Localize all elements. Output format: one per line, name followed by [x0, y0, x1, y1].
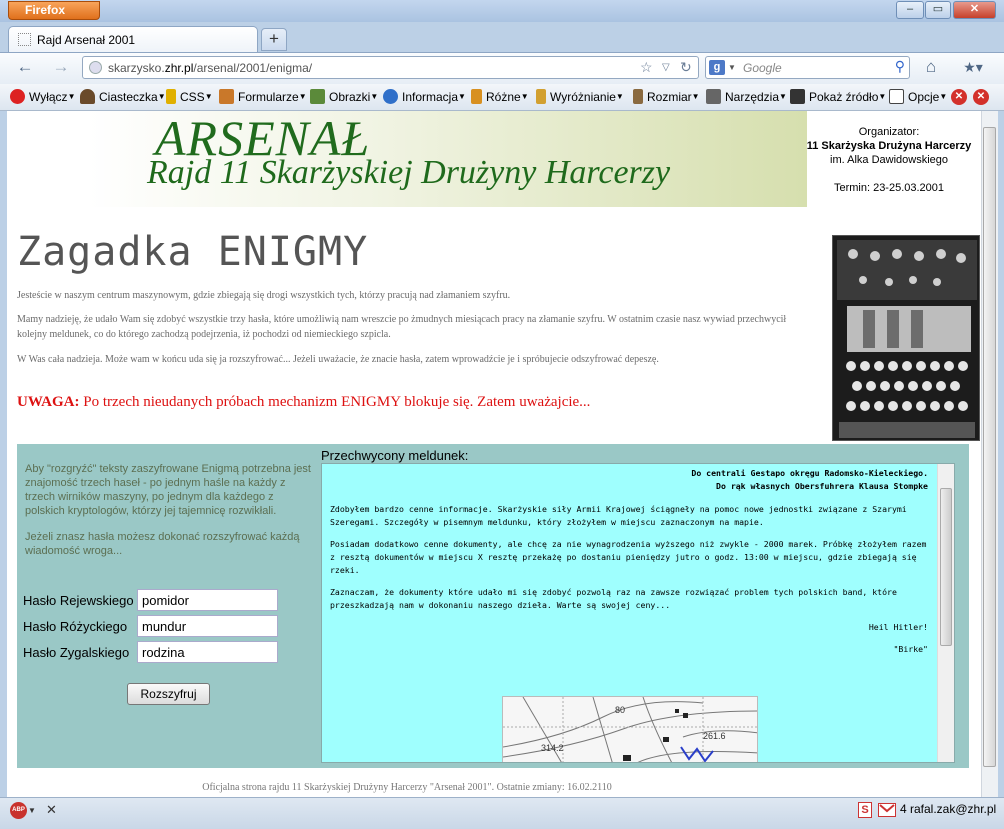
toolbar-item-disable[interactable]: Wyłącz▼ [10, 88, 75, 106]
css-pencil-icon [166, 89, 176, 104]
decrypt-panel [17, 444, 969, 768]
page-footer: Oficjalna strona rajdu 11 Skarżyskiej Drużyny Harcerzy "Arsenał 2001". Ostatnie zmiany: 16.02.2110 [202, 782, 612, 793]
search-icon[interactable]: ⚲ [894, 58, 905, 74]
message-signature: "Birke" [893, 644, 928, 654]
warning-text: UWAGA: Po trzech nieudanych próbach mechanizm ENIGMY blokuje się. Zatem uważajcie... [17, 394, 591, 410]
bookmarks-menu-icon[interactable]: ★▾ [963, 59, 983, 75]
sync-icon[interactable]: S [858, 802, 872, 818]
message-paragraph-1: Zdobyłem bardzo cenne informacje. Skarżyskie siły Armii Krajowej ściągneły na pomoc nowe jednostki związane z Szarymi Szeregami. Szczegóły w pisemnym meldunku, który złożyłem w miejscu zaznaczonym na mapie. [330, 504, 907, 527]
mail-notification[interactable]: 4 rafal.zak@zhr.pl [900, 802, 997, 816]
message-scrollbar-thumb[interactable] [940, 488, 952, 646]
globe-icon [89, 61, 102, 74]
image-icon [310, 89, 325, 104]
banner-subtitle: Rajd 11 Skarżyskiej Drużyny Harcerzy [147, 154, 671, 191]
error-icon[interactable]: ✕ [951, 89, 967, 105]
zygalski-password-input[interactable] [137, 641, 278, 663]
organizer-label: Organizator: [858, 126, 920, 138]
story-paragraph: Mamy nadzieję, że udało Wam się zdobyć wszystkie trzy hasła, które umożliwią nam wreszcie po żmudnych miesiącach pracy na złamanie szyfru. W ostatnim czasie nasz wywiad przechwycił kolejny meldunek, co do którego zachodzą podejrzenia, iż pochodzi od niemieckiego szpicla. [17, 314, 787, 340]
organizer-patron: im. Alka Dawidowskiego [830, 154, 948, 166]
map-label-80: 80 [615, 705, 626, 715]
toolbar-item-forms[interactable]: Formularze▼ [219, 88, 307, 106]
page-icon [18, 33, 31, 46]
toolbar-item-options[interactable]: Opcje▼ [889, 88, 947, 106]
map-label-elevation-2: 261.6 [703, 731, 726, 741]
tab-title: Rajd Arsenał 2001 [37, 33, 136, 47]
chevron-down-icon[interactable]: ▼ [728, 63, 736, 72]
highlighter-icon [536, 89, 546, 104]
enigma-machine-image [832, 235, 980, 441]
label-zygalski: Hasło Zygalskiego [23, 645, 130, 660]
search-placeholder: Google [743, 61, 782, 75]
toolbar-item-cookies[interactable]: Ciasteczka▼ [80, 88, 166, 106]
reload-icon[interactable]: ↻ [680, 59, 692, 75]
back-arrow-icon[interactable]: ← [16, 57, 34, 76]
panel-hint: Jeżeli znasz hasła możesz dokonać rozszyfrować każdą wiadomość wroga... [25, 531, 300, 557]
tab-rajd-arsenal[interactable] [8, 26, 258, 53]
search-bar[interactable] [705, 56, 910, 79]
message-paragraph-3: Zaznaczam, że dokumenty które udało mi się zdobyć pozwolą raz na zawsze rozwiązać problem tych polskich band, które przeszkadzają nam w dokonaniu naszego dzieła. Warte są swojej ceny... [330, 587, 897, 610]
message-paragraph-2: Posiadam dodatkowo cenne dokumenty, ale chcę za nie wynagrodzenia wyższego niż zwykle - 2000 marek. Próbkę złożyłem razem z resztą dokumentów w miejscu X resztę przekażę po dostaniu pieniędzy jutro o godz. 13:00 w miejscu, gdzie zbiegają się rzeki. [330, 539, 927, 575]
toolbar-item-information[interactable]: Informacja▼ [383, 88, 466, 106]
message-label: Przechwycony meldunek: [321, 448, 469, 463]
toolbar-item-misc[interactable]: Różne▼ [471, 88, 529, 106]
options-icon [889, 89, 904, 104]
intercepted-message[interactable] [321, 463, 955, 763]
address-bar[interactable] [82, 56, 699, 79]
forward-arrow-icon[interactable]: → [52, 57, 70, 76]
disable-icon [10, 89, 25, 104]
close-window-button[interactable]: ✕ [953, 1, 996, 19]
clipboard-icon [219, 89, 234, 104]
message-header-2: Do rąk własnych Obersfuhrera Klausa Stompke [716, 481, 928, 491]
event-term: Termin: 23-25.03.2001 [833, 182, 945, 194]
label-rozycki: Hasło Różyckiego [23, 619, 128, 634]
rozycki-password-input[interactable] [137, 615, 278, 637]
intro-paragraph: Jesteście w naszym centrum maszynowym, gdzie zbiegają się drogi wszystkich tych, którzy pracują nad złamaniem szyfru. [17, 290, 511, 301]
ruler-icon [633, 89, 643, 104]
page-content [7, 111, 981, 797]
map-image [502, 696, 758, 763]
toolbar-item-images[interactable]: Obrazki▼ [310, 88, 378, 106]
page-scrollbar-thumb[interactable] [983, 127, 996, 767]
close-toolbar-icon[interactable]: ✕ [973, 89, 989, 105]
organizer-name: 11 Skarżyska Drużyna Harcerzy [806, 140, 972, 152]
history-dropdown-icon[interactable]: ▽ [662, 62, 670, 73]
toolbar-item-css[interactable]: CSS▼ [166, 88, 213, 106]
toolbar-item-outline[interactable]: Wyróżnianie▼ [536, 88, 624, 106]
bookmark-star-icon[interactable]: ☆ [640, 59, 653, 75]
firefox-menu-button[interactable]: Firefox [8, 1, 100, 20]
minimize-button[interactable]: – [896, 1, 924, 19]
hope-paragraph: W Was cała nadzieja. Może wam w końcu uda się ja rozszyfrować... Jeżeli uważacie, że znacie hasła, zatem wprowadźcie je i spróbujecie odszyfrować depeszę. [17, 354, 659, 365]
close-addon-bar-button[interactable]: ✕ [46, 802, 57, 817]
toolbar-item-view-source[interactable]: Pokaż źródło▼ [790, 88, 886, 106]
misc-icon [471, 89, 482, 104]
info-icon [383, 89, 398, 104]
status-bar [0, 797, 1004, 829]
panel-intro: Aby "rozgryźć" teksty zaszyfrowane Enigmą potrzebna jest znajomość trzech haseł - po jednym haśle na każdy z trzech wirników maszyny, po jednym dla każdego z polskich kryptologów, którzy jej tajemnicę rozwikłali. [25, 463, 311, 517]
label-rejewski: Hasło Rejewskiego [23, 593, 134, 608]
rejewski-password-input[interactable] [137, 589, 278, 611]
tools-icon [706, 89, 721, 104]
toolbar-item-tools[interactable]: Narzędzia▼ [706, 88, 787, 106]
gmail-icon[interactable] [878, 803, 896, 817]
organizer-info [801, 125, 977, 195]
banner-title: ARSENAŁ [155, 111, 371, 166]
url-text[interactable]: skarzysko.zhr.pl/arsenal/2001/enigma/ [108, 61, 313, 75]
decrypt-button[interactable]: Rozszyfruj [127, 683, 210, 705]
title-bar [0, 0, 1004, 22]
new-tab-button[interactable]: + [261, 28, 287, 51]
home-icon[interactable]: ⌂ [925, 57, 937, 76]
cookie-icon [80, 89, 95, 104]
maximize-button[interactable]: ▭ [925, 1, 951, 19]
toolbar-item-resize[interactable]: Rozmiar▼ [633, 88, 700, 106]
page-title: Zagadka ENIGMY [17, 229, 369, 275]
chevron-down-icon[interactable]: ▼ [28, 806, 36, 815]
source-icon [790, 89, 805, 104]
message-salute: Heil Hitler! [868, 622, 928, 632]
adblock-icon[interactable]: ABP [10, 802, 27, 819]
google-engine-icon[interactable]: g [709, 60, 725, 75]
message-header-1: Do centrali Gestapo okręgu Radomsko-Kieleckiego. [691, 468, 928, 478]
map-label-elevation-1: 314.2 [541, 743, 564, 753]
